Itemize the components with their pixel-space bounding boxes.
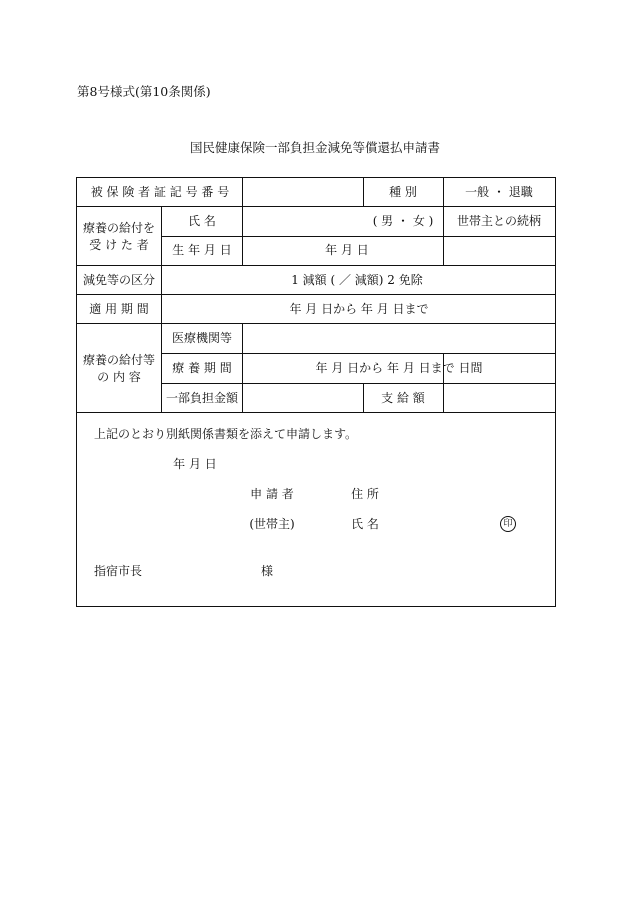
- row-divider: [77, 323, 555, 324]
- treatment-period-value: 年 月 日から 年 月 日まで 日間: [315, 361, 483, 375]
- column-divider: [443, 178, 444, 206]
- applicant-label: 申 請 者: [250, 487, 294, 501]
- addressee: 指宿市長: [94, 564, 143, 578]
- name-label: 氏 名: [188, 214, 216, 228]
- column-divider: [161, 265, 162, 294]
- application-period-label: 適 用 期 間: [89, 302, 149, 316]
- type-label: 種 別: [389, 185, 417, 199]
- birthdate-value: 年 月 日: [325, 243, 369, 257]
- declaration-statement: 上記のとおり別紙関係書類を添えて申請します。: [94, 427, 358, 441]
- column-divider: [242, 323, 243, 412]
- reduction-category-label: 減免等の区分: [82, 273, 156, 287]
- sex-options: ( 男 ・ 女 ): [372, 214, 434, 228]
- form-title: 国民健康保険一部負担金減免等償還払申請書: [189, 140, 440, 155]
- honorific: 様: [260, 564, 274, 578]
- form-number: 第8号様式(第10条関係): [77, 84, 211, 99]
- row-divider: [77, 265, 555, 266]
- column-divider: [242, 206, 243, 265]
- household-head-label: (世帯主): [249, 517, 295, 531]
- column-divider: [161, 323, 162, 412]
- benefit-details-label-line1: 療養の給付等: [82, 353, 156, 367]
- signer-name-label: 氏 名: [351, 517, 379, 531]
- recipient-label-line2: 受 け た 者: [89, 238, 149, 252]
- address-label: 住 所: [351, 487, 379, 501]
- row-divider: [161, 383, 555, 384]
- column-divider: [242, 178, 243, 206]
- copayment-amount-label: 一部負担金額: [165, 391, 239, 405]
- application-form-table: [76, 177, 556, 607]
- declaration-date: 年 月 日: [173, 457, 217, 471]
- row-divider: [77, 206, 555, 207]
- column-divider: [363, 383, 364, 412]
- row-divider: [77, 294, 555, 295]
- row-divider: [161, 353, 555, 354]
- recipient-label-line1: 療養の給付を: [82, 221, 156, 235]
- column-divider: [161, 206, 162, 265]
- reduction-category-options: 1 減額 ( ／ 減額) 2 免除: [291, 273, 423, 287]
- type-options: 一般 ・ 退職: [465, 185, 533, 199]
- column-divider: [443, 206, 444, 265]
- row-divider: [161, 236, 555, 237]
- payment-amount-label: 支 給 額: [381, 391, 425, 405]
- relationship-label: 世帯主との続柄: [456, 214, 542, 228]
- column-divider: [443, 383, 444, 412]
- insured-card-number-label: 被 保 険 者 証 記 号 番 号: [90, 185, 230, 199]
- application-period-value: 年 月 日から 年 月 日まで: [289, 302, 429, 316]
- medical-institution-label: 医療機関等: [171, 331, 233, 345]
- column-divider: [363, 178, 364, 206]
- seal-mark-icon: 印: [500, 516, 516, 532]
- treatment-period-label: 療 養 期 間: [172, 361, 232, 375]
- benefit-details-label-line2: の 内 容: [97, 370, 141, 384]
- birthdate-label: 生 年 月 日: [172, 243, 232, 257]
- column-divider: [161, 294, 162, 323]
- row-divider: [77, 412, 555, 413]
